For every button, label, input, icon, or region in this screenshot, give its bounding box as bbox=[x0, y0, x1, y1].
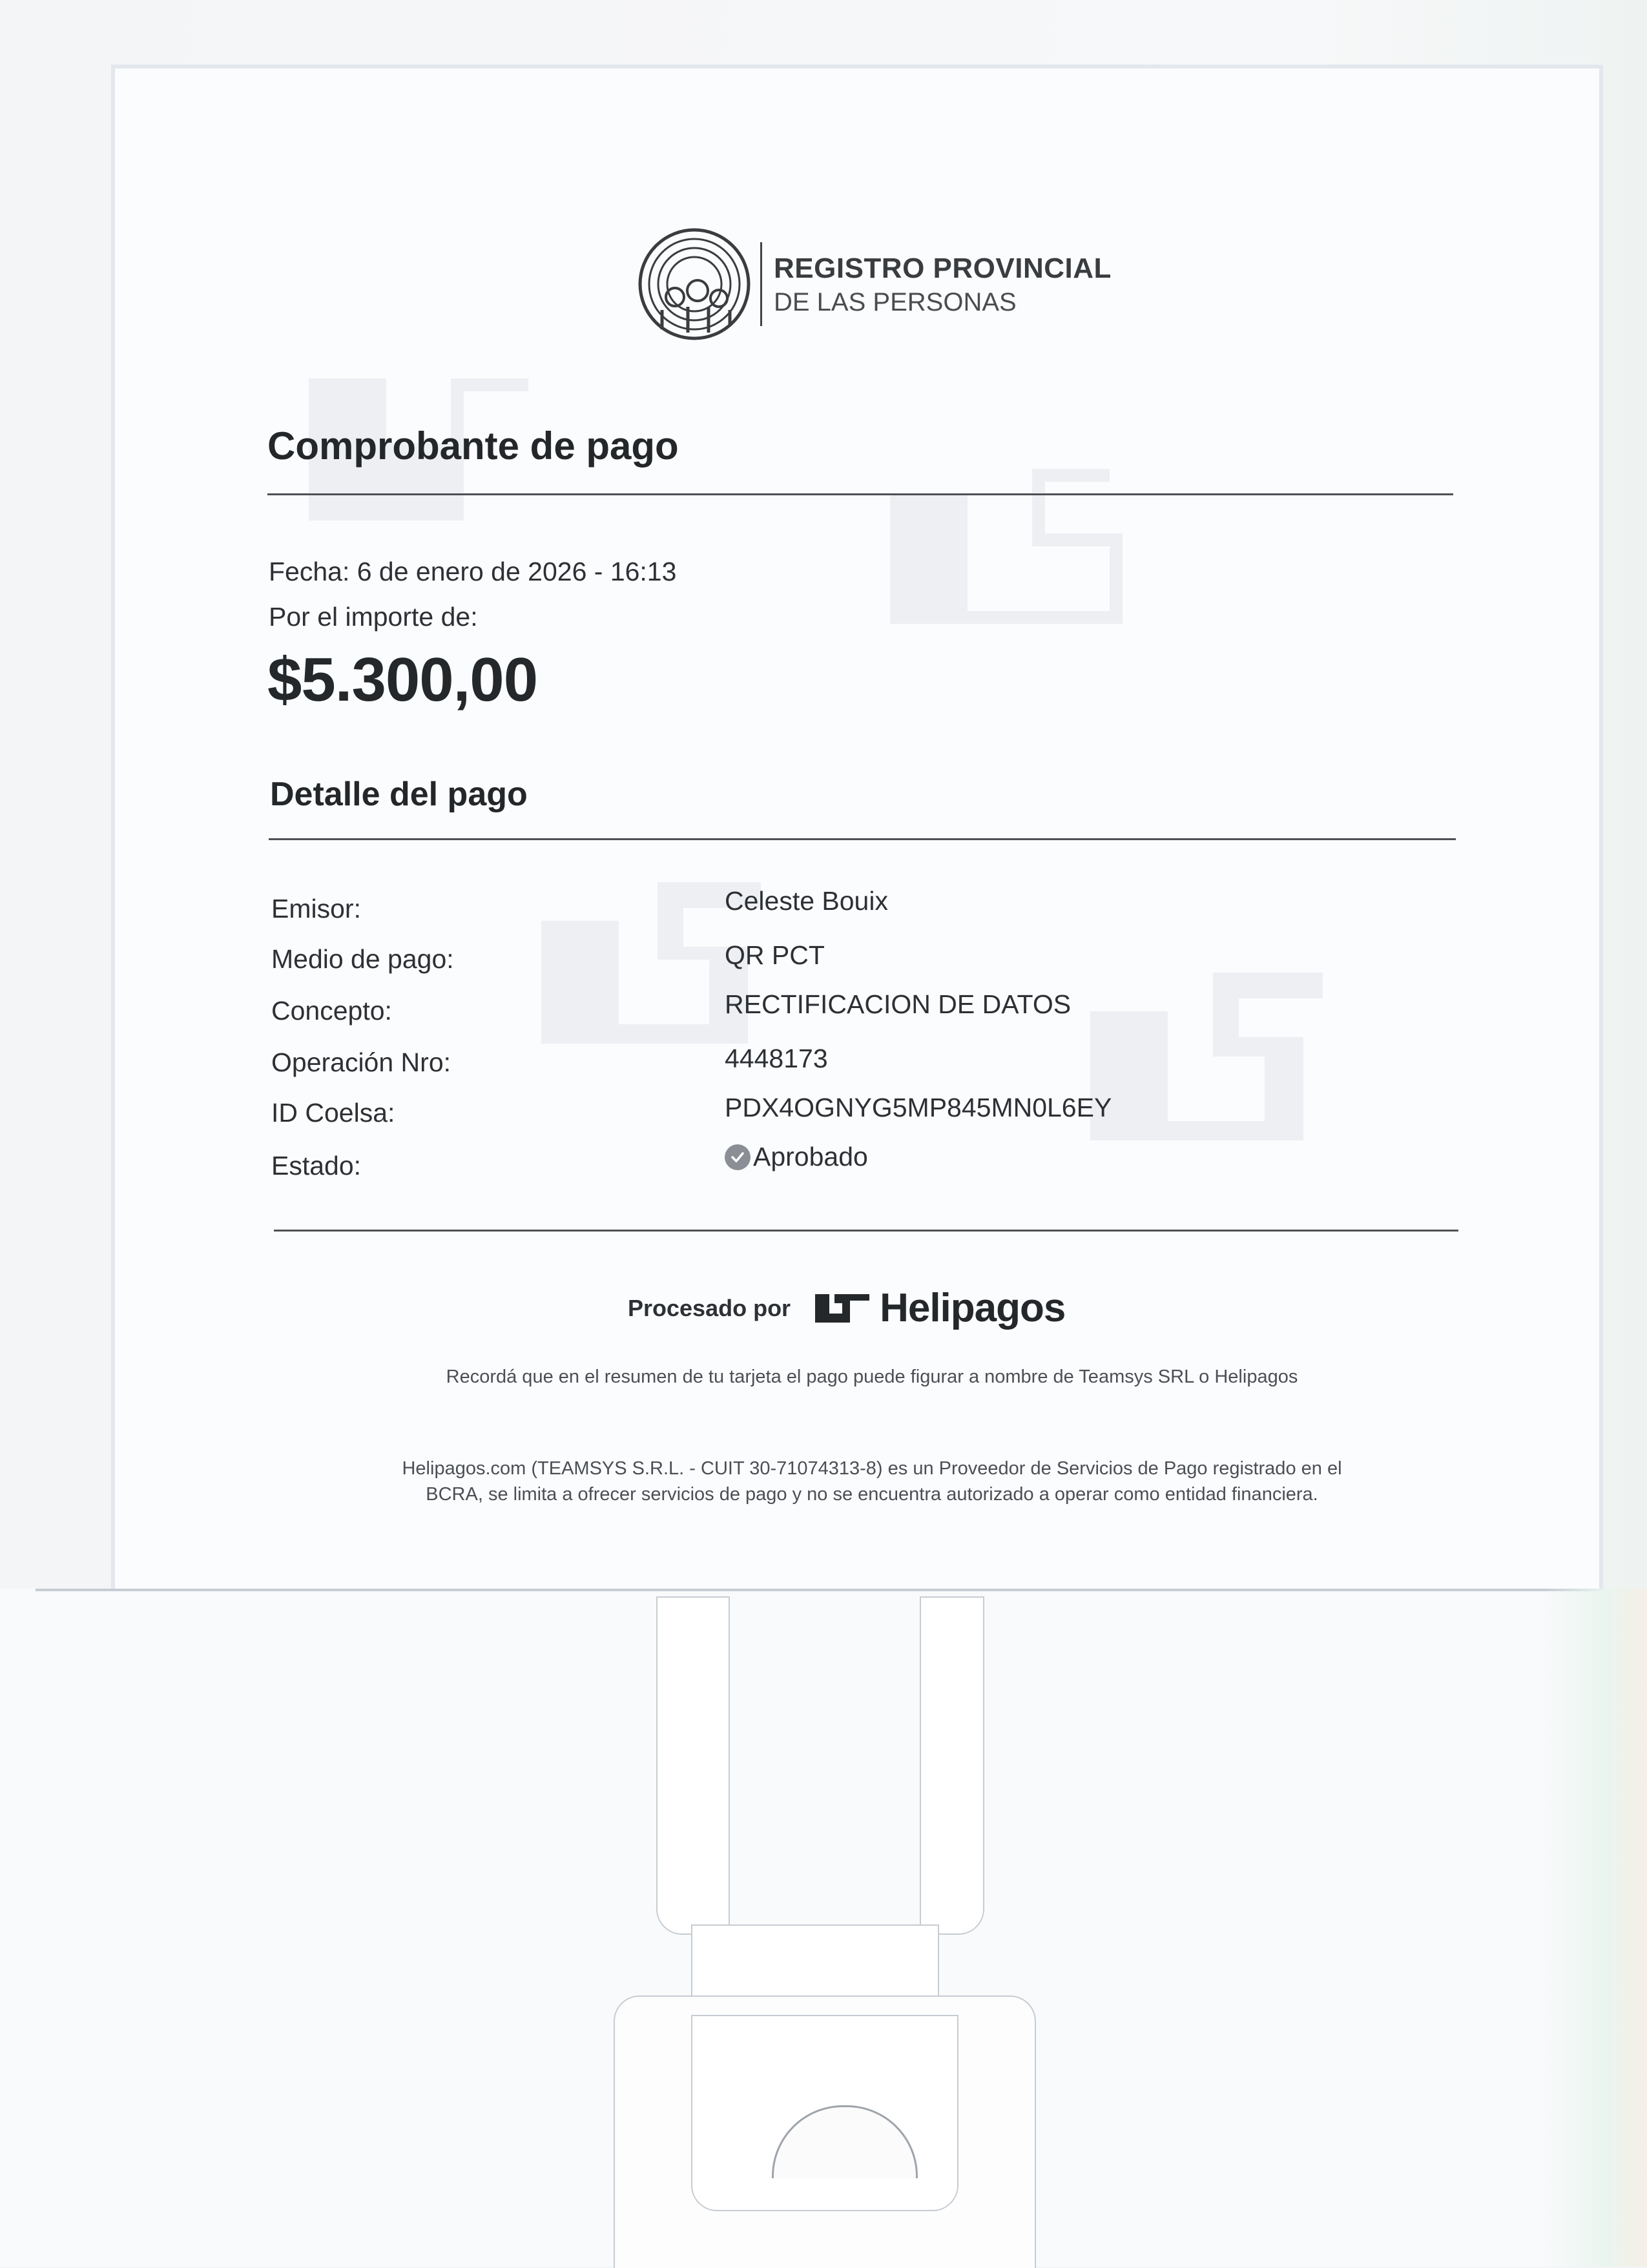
page-title: Comprobante de pago bbox=[267, 424, 679, 468]
helipagos-brand bbox=[810, 1285, 1065, 1331]
helipagos-logo-icon bbox=[810, 1289, 875, 1328]
org-name-line2: DE LAS PERSONAS bbox=[774, 288, 1017, 316]
scanner-tab-left bbox=[656, 1596, 730, 1935]
legal-disclaimer: Helipagos.com (TEAMSYS S.R.L. - CUIT 30-71074313-8) es un Proveedor de Servicios de Pago registrado en el BCRA, se limita a ofrecer servicios de pago y no se encuentra autorizado a operar como entidad financiera. bbox=[402, 1458, 1342, 1505]
scanner-tab-right bbox=[920, 1596, 984, 1935]
registro-provincial-seal-icon bbox=[636, 226, 752, 342]
helipagos-watermark-icon bbox=[1071, 960, 1342, 1153]
org-name bbox=[774, 251, 1112, 318]
scan-edge-tint bbox=[1544, 1589, 1647, 2267]
detail-value-operacion: 4448173 bbox=[725, 1044, 828, 1073]
title-divider bbox=[267, 493, 1453, 495]
amount-label: Por el importe de: bbox=[269, 602, 478, 632]
card-statement-note: Recordá que en el resumen de tu tarjeta el pago puede figurar a nombre de Teamsys SRL o Helipagos bbox=[446, 1366, 1298, 1387]
detail-label-concepto: Concepto: bbox=[271, 996, 392, 1026]
check-circle-icon bbox=[725, 1144, 751, 1170]
details-divider bbox=[269, 838, 1456, 840]
org-name-line1: REGISTRO PROVINCIAL bbox=[774, 253, 1112, 284]
status-badge bbox=[725, 1142, 868, 1172]
details-bottom-divider bbox=[274, 1230, 1458, 1232]
status-text: Aprobado bbox=[753, 1142, 868, 1171]
detail-label-medio: Medio de pago: bbox=[271, 944, 454, 974]
payment-date: Fecha: 6 de enero de 2026 - 16:13 bbox=[269, 557, 677, 586]
fold-line bbox=[36, 1589, 1647, 1591]
processed-by-label: Procesado por bbox=[628, 1294, 791, 1321]
header-logo bbox=[636, 226, 1112, 342]
detail-label-estado: Estado: bbox=[271, 1151, 362, 1180]
payment-amount: $5.300,00 bbox=[267, 645, 538, 714]
detail-label-emisor: Emisor: bbox=[271, 894, 361, 923]
detail-value-emisor: Celeste Bouix bbox=[725, 886, 888, 916]
logo-divider bbox=[760, 242, 762, 326]
detail-value-id-coelsa: PDX4OGNYG5MP845MN0L6EY bbox=[725, 1093, 1112, 1122]
detail-value-medio: QR PCT bbox=[725, 940, 825, 970]
detail-label-id-coelsa: ID Coelsa: bbox=[271, 1098, 395, 1128]
processed-by bbox=[628, 1285, 1065, 1331]
details-title: Detalle del pago bbox=[270, 776, 528, 813]
detail-value-concepto: RECTIFICACION DE DATOS bbox=[725, 989, 1072, 1019]
helipagos-brand-name: Helipagos bbox=[880, 1286, 1066, 1330]
helipagos-watermark-icon bbox=[864, 456, 1135, 650]
detail-label-operacion: Operación Nro: bbox=[271, 1047, 451, 1077]
